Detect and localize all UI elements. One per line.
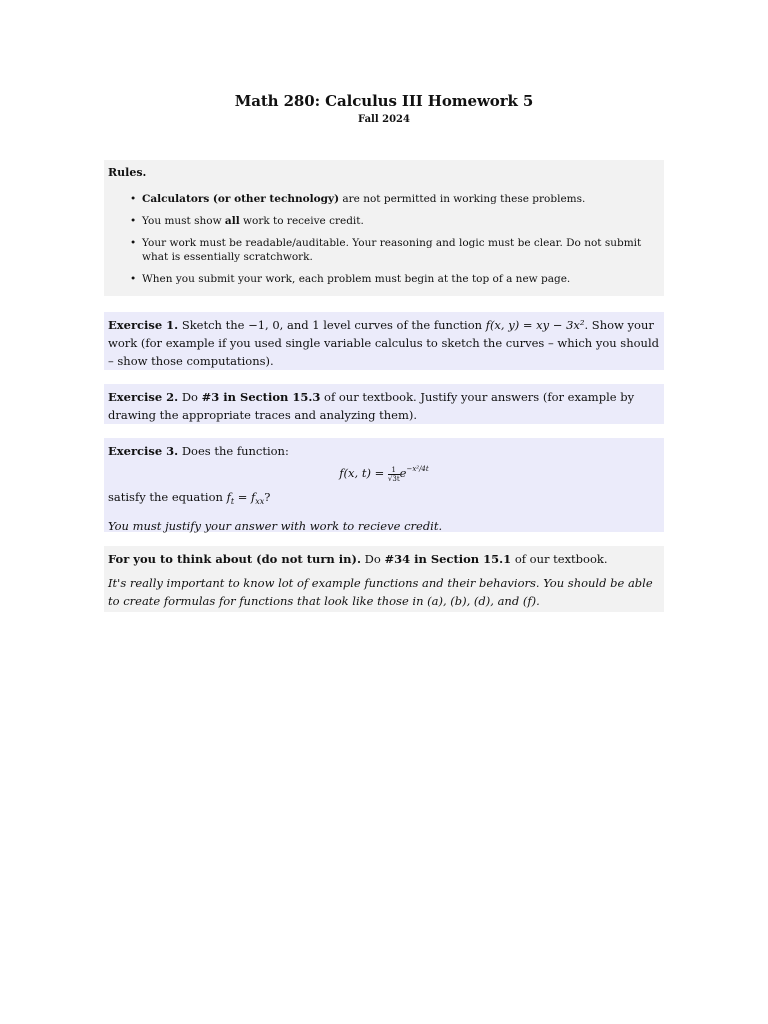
exercise-3-intro-line (108, 442, 660, 460)
formula-lhs: f(x, t) = (339, 466, 388, 480)
question-before: satisfy the equation (108, 490, 227, 504)
question-after: ? (264, 490, 271, 504)
exercise-1-formula: f(x, y) = xy − 3x² (485, 318, 585, 332)
document-header (104, 0, 664, 125)
bullet-icon: • (130, 237, 137, 249)
formula-exponent: −x²/4t (406, 465, 429, 473)
exercise-3-note: You must justify your answer with work to recieve credit. (108, 519, 443, 533)
think-box (104, 546, 664, 612)
think-text-after: of our textbook. (511, 552, 608, 566)
question-sub-t: t (230, 497, 235, 506)
exercise-2-text-after: of our textbook. Justify your answers (for example by drawing the appropriate traces and analyzing them). (108, 390, 635, 422)
exercise-3-formula (339, 460, 428, 483)
rules-heading: Rules. (108, 166, 147, 179)
exercise-3-question (108, 488, 660, 511)
think-line (108, 550, 660, 568)
rules-box (104, 160, 664, 296)
rule-item-text: Your work must be readable/auditable. Your reasoning and logic must be clear. Do not submit what is essentially scratchwork. (142, 237, 642, 263)
document-page (104, 0, 664, 608)
exercise-3-box (104, 438, 664, 532)
think-note: It's really important to know lot of example functions and their behaviors. You should be able to create formulas for functions that look like those in (a), (b), (d), and (f). (108, 576, 653, 608)
document-subtitle: Fall 2024 (358, 114, 410, 125)
question-eq-f: = f (234, 490, 256, 504)
rule-item-bold: all (224, 215, 240, 227)
question-f-t: f (226, 490, 231, 504)
exercise-3-formula-line (108, 460, 660, 488)
exercise-1-box (104, 312, 664, 370)
formula-exp-base: e (399, 466, 407, 480)
rule-item (108, 272, 660, 286)
fraction-denominator: √3t (387, 474, 400, 483)
bullet-icon: • (130, 215, 137, 227)
fraction-numerator: 1 (388, 466, 400, 475)
exercise-2-box (104, 384, 664, 424)
rule-item-text: work to receive credit. (239, 215, 364, 227)
exercise-2-label: Exercise 2. (108, 390, 179, 404)
question-sub-xx: xx (255, 497, 265, 506)
exercise-3-label: Exercise 3. (108, 444, 179, 458)
rule-item-text: When you submit your work, each problem must begin at the top of a new page. (142, 273, 571, 285)
exercise-2-text-before: Do (178, 390, 202, 404)
think-label: For you to think about (do not turn in). (108, 552, 361, 566)
rule-item (108, 192, 660, 206)
exercise-2-bold-ref: #3 in Section 15.3 (201, 390, 321, 404)
rules-list (108, 192, 660, 286)
think-bold-ref: #34 in Section 15.1 (384, 552, 512, 566)
document-title: Math 280: Calculus III Homework 5 (234, 92, 534, 110)
rule-item (108, 236, 660, 264)
formula-fraction (388, 466, 400, 483)
exercise-1-text-after: . Show your work (for example if you used single variable calculus to sketch the curves – which you should – show those computations). (108, 318, 659, 368)
rule-item-bold: Calculators (or other technology) (142, 193, 340, 205)
rule-item (108, 214, 660, 228)
bullet-icon: • (130, 273, 137, 285)
think-text-before: Do (360, 552, 385, 566)
rule-item-text: are not permitted in working these problems. (339, 193, 586, 205)
exercise-1-text-before: Sketch the −1, 0, and 1 level curves of the function (178, 318, 486, 332)
exercise-1-label: Exercise 1. (108, 318, 179, 332)
exercise-3-intro: Does the function: (178, 444, 289, 458)
bullet-icon: • (130, 193, 137, 205)
rule-item-pre: You must show (142, 215, 225, 227)
